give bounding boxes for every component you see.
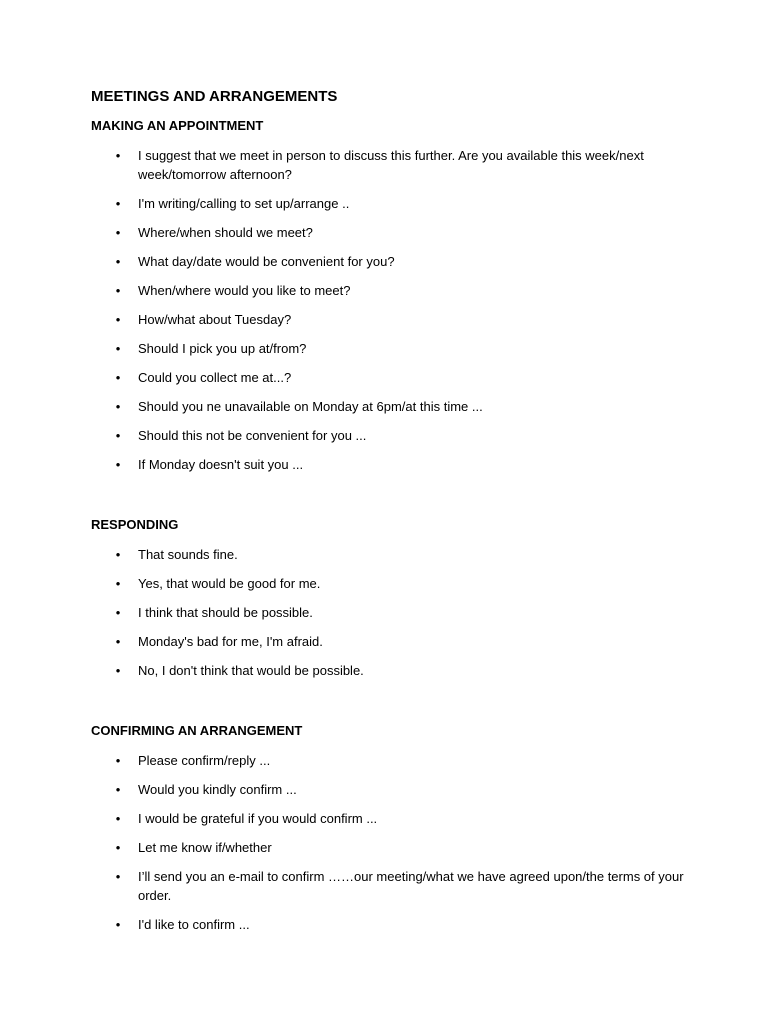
bullet-icon: • <box>115 634 121 649</box>
list-item <box>91 397 691 416</box>
bullet-icon: • <box>115 457 121 472</box>
list-item-text: Let me know if/whether <box>138 840 272 855</box>
list-item <box>91 632 691 651</box>
bullet-icon: • <box>115 399 121 414</box>
bullet-icon: • <box>115 576 121 591</box>
list-item <box>91 603 691 622</box>
list-item-text: Yes, that would be good for me. <box>138 576 321 591</box>
list-item <box>91 915 691 934</box>
list-item <box>91 339 691 358</box>
bullet-icon: • <box>115 663 121 678</box>
section-heading-confirming-an-arrangement: CONFIRMING AN ARRANGEMENT <box>91 723 303 738</box>
list-item-text: No, I don't think that would be possible. <box>138 663 364 678</box>
section-heading-making-an-appointment: MAKING AN APPOINTMENT <box>91 118 264 133</box>
list-item-text: I suggest that we meet in person to discuss this further. Are you available this week/next week/tomorrow afternoon? <box>138 148 644 182</box>
list-item <box>91 867 691 905</box>
page-title: MEETINGS AND ARRANGEMENTS <box>91 88 338 105</box>
bullet-icon: • <box>115 370 121 385</box>
list-item <box>91 545 691 564</box>
bullet-icon: • <box>115 605 121 620</box>
bullet-icon: • <box>115 840 121 855</box>
list-item <box>91 281 691 300</box>
bullet-icon: • <box>115 148 121 163</box>
bullet-list-confirming-an-arrangement <box>91 751 691 934</box>
list-item <box>91 809 691 828</box>
list-item <box>91 455 691 474</box>
bullet-icon: • <box>115 283 121 298</box>
bullet-icon: • <box>115 869 121 884</box>
list-item-text: Where/when should we meet? <box>138 225 313 240</box>
section-heading-responding: RESPONDING <box>91 517 179 532</box>
list-item-text: What day/date would be convenient for you? <box>138 254 395 269</box>
list-item-text: If Monday doesn't suit you ... <box>138 457 304 472</box>
bullet-icon: • <box>115 254 121 269</box>
list-item-text: Would you kindly confirm ... <box>138 782 297 797</box>
list-item-text: I think that should be possible. <box>138 605 313 620</box>
list-item <box>91 426 691 445</box>
bullet-icon: • <box>115 312 121 327</box>
list-item <box>91 252 691 271</box>
bullet-icon: • <box>115 917 121 932</box>
bullet-icon: • <box>115 782 121 797</box>
list-item-text: How/what about Tuesday? <box>138 312 292 327</box>
list-item-text: Monday's bad for me, I'm afraid. <box>138 634 323 649</box>
bullet-list-responding <box>91 545 691 680</box>
bullet-icon: • <box>115 547 121 562</box>
list-item <box>91 751 691 770</box>
list-item <box>91 838 691 857</box>
bullet-icon: • <box>115 753 121 768</box>
bullet-icon: • <box>115 341 121 356</box>
list-item-text: I'd like to confirm ... <box>138 917 250 932</box>
list-item <box>91 780 691 799</box>
list-item <box>91 661 691 680</box>
bullet-list-making-an-appointment <box>91 146 691 474</box>
list-item-text: Should this not be convenient for you ... <box>138 428 367 443</box>
list-item <box>91 223 691 242</box>
list-item-text: Could you collect me at...? <box>138 370 292 385</box>
list-item-text: That sounds fine. <box>138 547 238 562</box>
list-item <box>91 194 691 213</box>
list-item <box>91 310 691 329</box>
list-item-text: I'm writing/calling to set up/arrange .. <box>138 196 350 211</box>
list-item-text: Should I pick you up at/from? <box>138 341 307 356</box>
list-item <box>91 574 691 593</box>
list-item <box>91 368 691 387</box>
list-item-text: I would be grateful if you would confirm ... <box>138 811 378 826</box>
bullet-icon: • <box>115 428 121 443</box>
list-item-text: I’ll send you an e-mail to confirm ……our meeting/what we have agreed upon/the terms of your order. <box>138 869 684 903</box>
list-item <box>91 146 691 184</box>
bullet-icon: • <box>115 811 121 826</box>
list-item-text: Should you ne unavailable on Monday at 6pm/at this time ... <box>138 399 483 414</box>
list-item-text: Please confirm/reply ... <box>138 753 271 768</box>
bullet-icon: • <box>115 196 121 211</box>
list-item-text: When/where would you like to meet? <box>138 283 351 298</box>
bullet-icon: • <box>115 225 121 240</box>
document-content <box>91 86 691 934</box>
